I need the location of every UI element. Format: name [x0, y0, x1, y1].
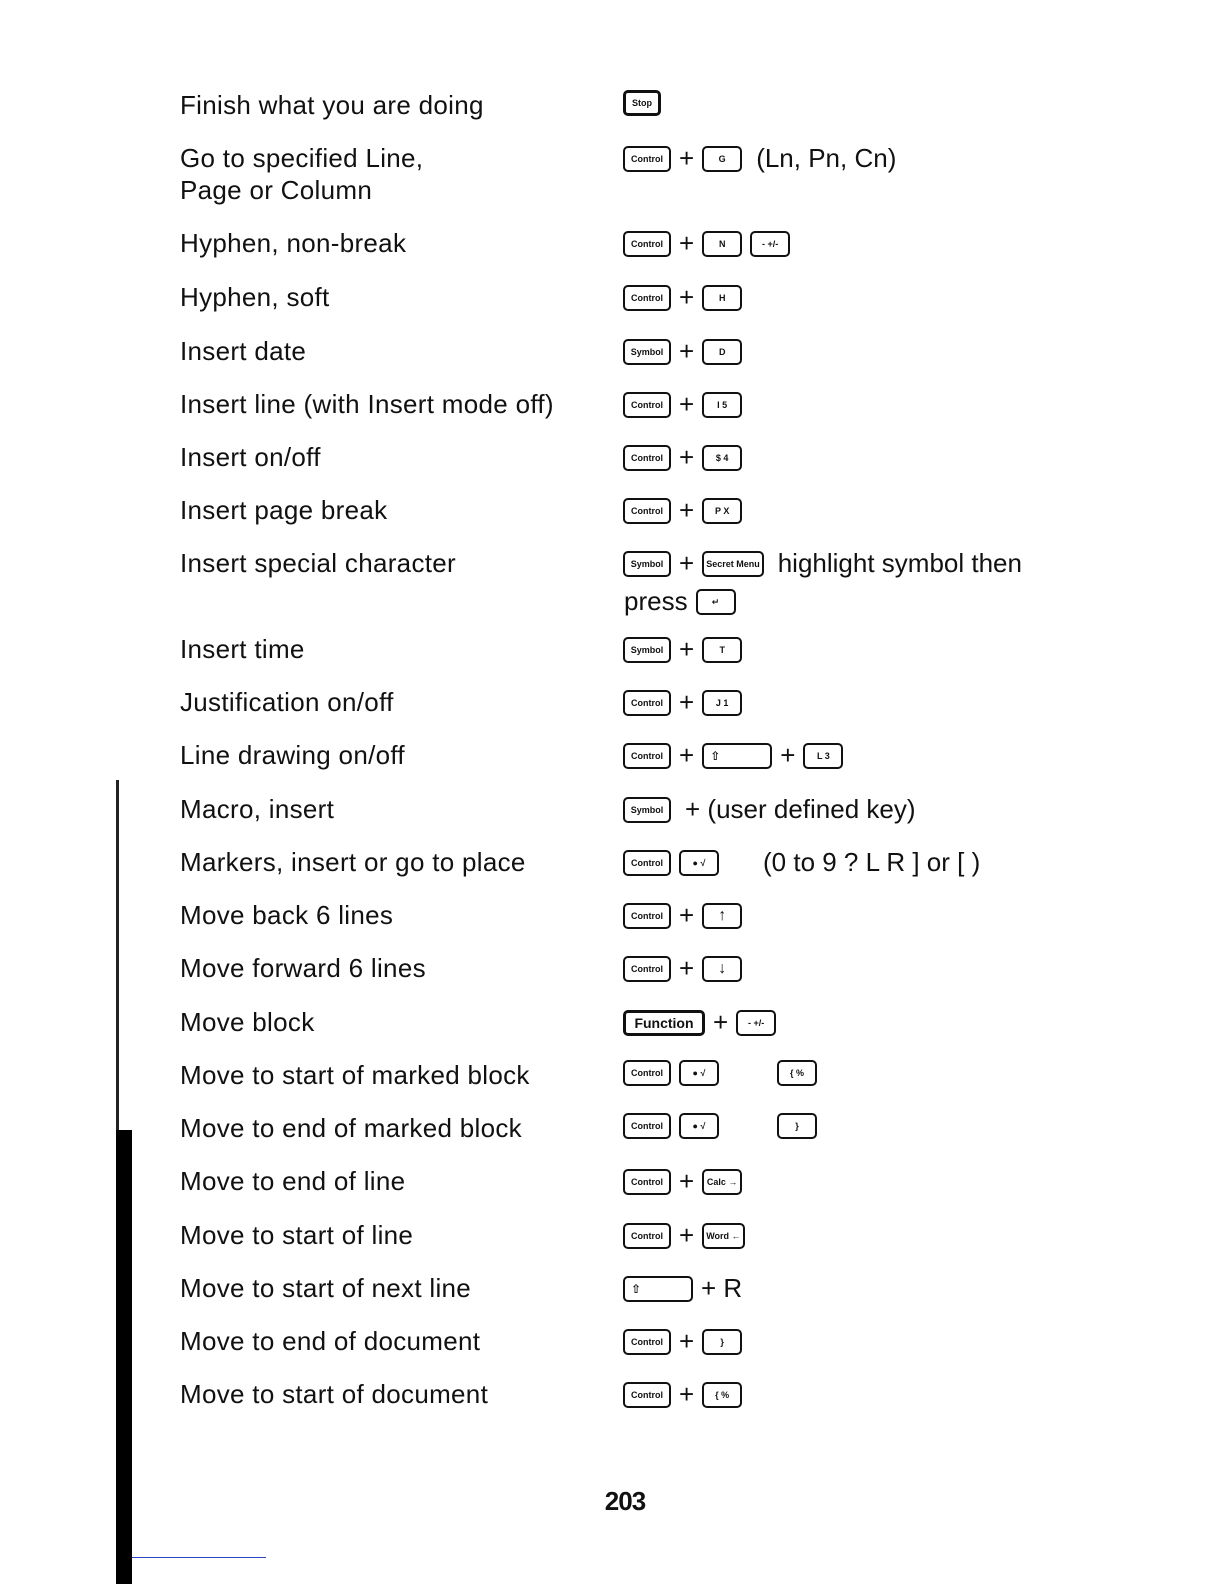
list-item	[0, 442, 1224, 482]
g-key-icon: G	[702, 146, 742, 172]
list-item	[0, 900, 1224, 940]
command-label: Move to start of line	[180, 1220, 414, 1250]
list-item	[0, 1326, 1224, 1366]
command-label: Go to specified Line,	[180, 143, 424, 173]
keystroke	[623, 90, 661, 116]
control-key-icon: Control	[623, 1223, 671, 1249]
control-key-icon: Control	[623, 285, 671, 311]
l-key-icon: L 3	[803, 743, 843, 769]
h-key-icon: H	[702, 285, 742, 311]
list-item	[0, 794, 1224, 834]
d-key-icon: D	[702, 339, 742, 365]
control-key-icon: Control	[623, 743, 671, 769]
list-item	[0, 953, 1224, 993]
command-label: Move to start of marked block	[180, 1060, 530, 1090]
symbol-key-icon: Symbol	[623, 339, 671, 365]
command-label: Move to end of line	[180, 1166, 406, 1196]
keystroke: Control + }	[623, 1326, 742, 1357]
command-label: Hyphen, soft	[180, 282, 330, 312]
list-item	[0, 336, 1224, 376]
keystroke: Symbol + (user defined key)	[623, 794, 916, 825]
control-key-icon: Control	[623, 1169, 671, 1195]
j-key-icon: J 1	[702, 690, 742, 716]
command-label: Line drawing on/off	[180, 740, 405, 770]
control-key-icon: Control	[623, 146, 671, 172]
marker-key-icon: ● √	[679, 850, 719, 876]
command-label: Insert on/off	[180, 442, 321, 472]
keystroke: Control + ⇧ + L 3	[623, 740, 843, 771]
marker-key-icon: ● √	[679, 1113, 719, 1139]
secret-menu-key-icon: Secret Menu	[702, 551, 764, 577]
command-label: Insert special character	[180, 548, 456, 578]
control-key-icon: Control	[623, 498, 671, 524]
command-label-continued: Page or Column	[180, 175, 373, 205]
list-item	[0, 1007, 1224, 1047]
keystroke: Control + ↓	[623, 953, 742, 984]
list-item	[0, 1113, 1224, 1153]
minus-key-icon: - +/-	[750, 231, 790, 257]
command-label: Move back 6 lines	[180, 900, 394, 930]
keystroke: Symbol + D	[623, 336, 742, 367]
list-item	[0, 228, 1224, 268]
list-item	[0, 687, 1224, 727]
brace-open-key-icon: { %	[777, 1060, 817, 1086]
keystroke	[623, 1113, 817, 1139]
keystroke: Symbol + T	[623, 634, 742, 665]
list-item	[0, 90, 1224, 130]
command-label: Justification on/off	[180, 687, 394, 717]
word-key-icon: Word ←	[702, 1223, 744, 1249]
keystroke: Control ● √ (0 to 9 ? L R ] or [ )	[623, 847, 980, 878]
control-key-icon: Control	[623, 1113, 671, 1139]
command-label: Move to start of document	[180, 1379, 489, 1409]
keystroke: Control + H	[623, 282, 742, 313]
shift-key-icon: ⇧	[623, 1276, 693, 1302]
list-item	[0, 143, 1224, 205]
keystroke: Symbol + Secret Menu highlight symbol then	[623, 548, 1022, 579]
shift-key-icon: ⇧	[702, 743, 772, 769]
list-item	[0, 1060, 1224, 1100]
command-label: Insert line (with Insert mode off)	[180, 389, 554, 419]
keystroke: Control + I 5	[623, 389, 742, 420]
control-key-icon: Control	[623, 850, 671, 876]
control-key-icon: Control	[623, 1329, 671, 1355]
list-item	[0, 495, 1224, 535]
marker-key-icon: ● √	[679, 1060, 719, 1086]
control-key-icon: Control	[623, 1060, 671, 1086]
keystroke: Control + J 1	[623, 687, 742, 718]
command-label: Insert date	[180, 336, 307, 366]
calc-key-icon: Calc →	[702, 1169, 742, 1195]
stop-key-icon: Stop	[623, 90, 661, 116]
command-label: Move to end of document	[180, 1326, 481, 1356]
list-item	[0, 1379, 1224, 1419]
command-label: Finish what you are doing	[180, 90, 484, 120]
keystroke: Control + N - +/-	[623, 228, 790, 259]
arrow-down-key-icon: ↓	[702, 956, 742, 982]
list-item	[0, 847, 1224, 887]
keystroke: Control + $ 4	[623, 442, 742, 473]
control-key-icon: Control	[623, 956, 671, 982]
list-item	[0, 1273, 1224, 1313]
t-key-icon: T	[702, 637, 742, 663]
minus-key-icon: - +/-	[736, 1010, 776, 1036]
keystroke: Control + Word ←	[623, 1220, 745, 1251]
n-key-icon: N	[702, 231, 742, 257]
command-label: Markers, insert or go to place	[180, 847, 526, 877]
command-label: Hyphen, non-break	[180, 228, 407, 258]
keystroke	[623, 1060, 817, 1086]
keystroke: Control + P X	[623, 495, 742, 526]
control-key-icon: Control	[623, 690, 671, 716]
command-label: Insert page break	[180, 495, 388, 525]
control-key-icon: Control	[623, 392, 671, 418]
keystroke: Function + - +/-	[623, 1007, 776, 1038]
brace-open-key-icon: { %	[702, 1382, 742, 1408]
keystroke: Control + { %	[623, 1379, 742, 1410]
page-number: 203	[604, 1486, 646, 1516]
list-item	[0, 389, 1224, 429]
p-key-icon: P X	[702, 498, 742, 524]
command-label: Macro, insert	[180, 794, 335, 824]
command-label: Insert time	[180, 634, 305, 664]
command-label: Move forward 6 lines	[180, 953, 426, 983]
list-item	[0, 634, 1224, 674]
function-key-icon: Function	[623, 1010, 705, 1036]
keystroke: ⇧ + R	[623, 1273, 742, 1304]
keystroke: Control + G (Ln, Pn, Cn)	[623, 143, 896, 174]
keystroke: Control + ↑	[623, 900, 742, 931]
command-label: Move block	[180, 1007, 315, 1037]
control-key-icon: Control	[623, 903, 671, 929]
i-key-icon: I 5	[702, 392, 742, 418]
arrow-up-key-icon: ↑	[702, 903, 742, 929]
control-key-icon: Control	[623, 231, 671, 257]
symbol-key-icon: Symbol	[623, 551, 671, 577]
dollar-key-icon: $ 4	[702, 445, 742, 471]
command-label: Move to end of marked block	[180, 1113, 522, 1143]
symbol-key-icon: Symbol	[623, 637, 671, 663]
symbol-key-icon: Symbol	[623, 797, 671, 823]
list-item	[0, 282, 1224, 322]
keystroke-continued: press ↵	[624, 586, 736, 617]
command-label: Move to start of next line	[180, 1273, 472, 1303]
list-item	[0, 1220, 1224, 1260]
list-item	[0, 548, 1224, 616]
page-edge-line	[132, 1557, 266, 1558]
list-item	[0, 1166, 1224, 1206]
enter-key-icon: ↵	[696, 589, 736, 615]
control-key-icon: Control	[623, 445, 671, 471]
keystroke: Control + Calc →	[623, 1166, 742, 1197]
list-item	[0, 740, 1224, 780]
brace-close-key-icon: }	[777, 1113, 817, 1139]
control-key-icon: Control	[623, 1382, 671, 1408]
brace-close-key-icon: }	[702, 1329, 742, 1355]
